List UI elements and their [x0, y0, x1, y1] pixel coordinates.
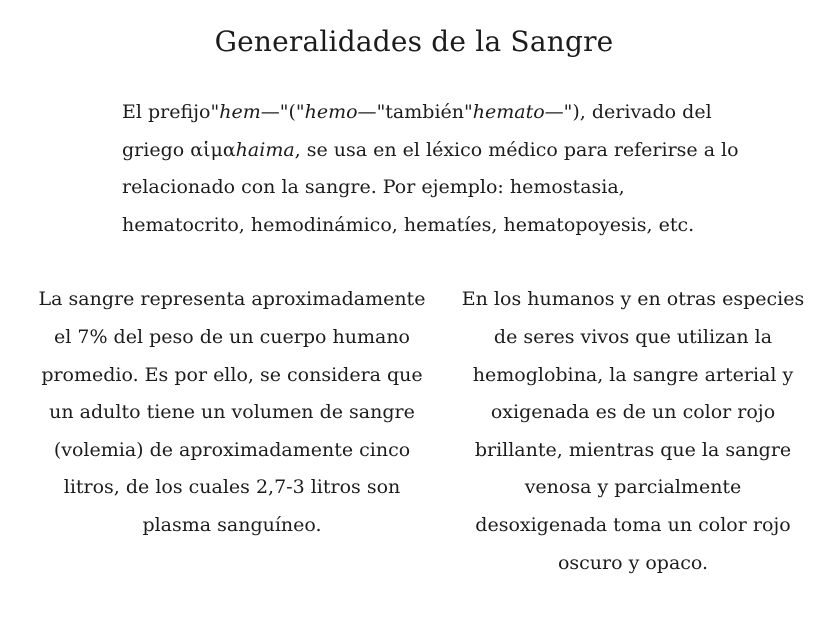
intro-italic-segment: hemato— [472, 101, 564, 123]
left-column [27, 281, 437, 582]
intro-text-segment: griego αἱμα [122, 138, 236, 161]
column-line: La sangre representa aproximadamente [38, 288, 426, 311]
two-column-section [0, 281, 828, 582]
intro-text-segment: hematocrito, hemodinámico, hematíes, hematopoyesis, etc. [122, 213, 695, 236]
intro-text-segment: relacionado con la sangre. Por ejemplo: hemostasia, [122, 176, 625, 199]
intro-line [122, 207, 828, 245]
column-line: el 7% del peso de un cuerpo humano [54, 325, 410, 348]
intro-italic-segment: hem— [219, 101, 280, 123]
column-line: brillante, mientras que la sangre [474, 438, 792, 461]
column-line: desoxigenada toma un color rojo [475, 513, 791, 536]
intro-line [122, 94, 828, 132]
intro-text-segment: "), derivado del [563, 101, 712, 123]
intro-italic-segment: haima [235, 138, 295, 161]
intro-line [122, 169, 828, 207]
column-line: (volemia) de aproximadamente cinco [53, 438, 411, 461]
column-line: plasma sanguíneo. [142, 513, 322, 536]
intro-line [122, 132, 828, 170]
column-line: En los humanos y en otras especies [461, 288, 805, 311]
intro-text-segment: "(" [279, 101, 305, 123]
intro-text-segment: "también" [376, 101, 473, 123]
column-line: venosa y parcialmente [524, 476, 742, 499]
column-line: hemoglobina, la sangre arterial y [472, 363, 794, 386]
intro-text-segment: El prefijo" [122, 101, 220, 123]
column-line: oxigenada es de un color rojo [490, 401, 776, 424]
column-line: oscuro y opaco. [557, 551, 709, 574]
intro-italic-segment: hemo— [304, 101, 377, 123]
column-line: litros, de los cuales 2,7-3 litros son [63, 476, 401, 499]
page-title: Generalidades de la Sangre [214, 25, 614, 58]
column-line: de seres vivos que utilizan la [493, 325, 773, 348]
column-line: un adulto tiene un volumen de sangre [49, 401, 415, 424]
right-column [453, 281, 813, 582]
intro-paragraph [122, 94, 828, 244]
intro-text-segment: , se usa en el léxico médico para referirse a lo [294, 138, 739, 161]
column-line: promedio. Es por ello, se considera que [41, 363, 423, 386]
